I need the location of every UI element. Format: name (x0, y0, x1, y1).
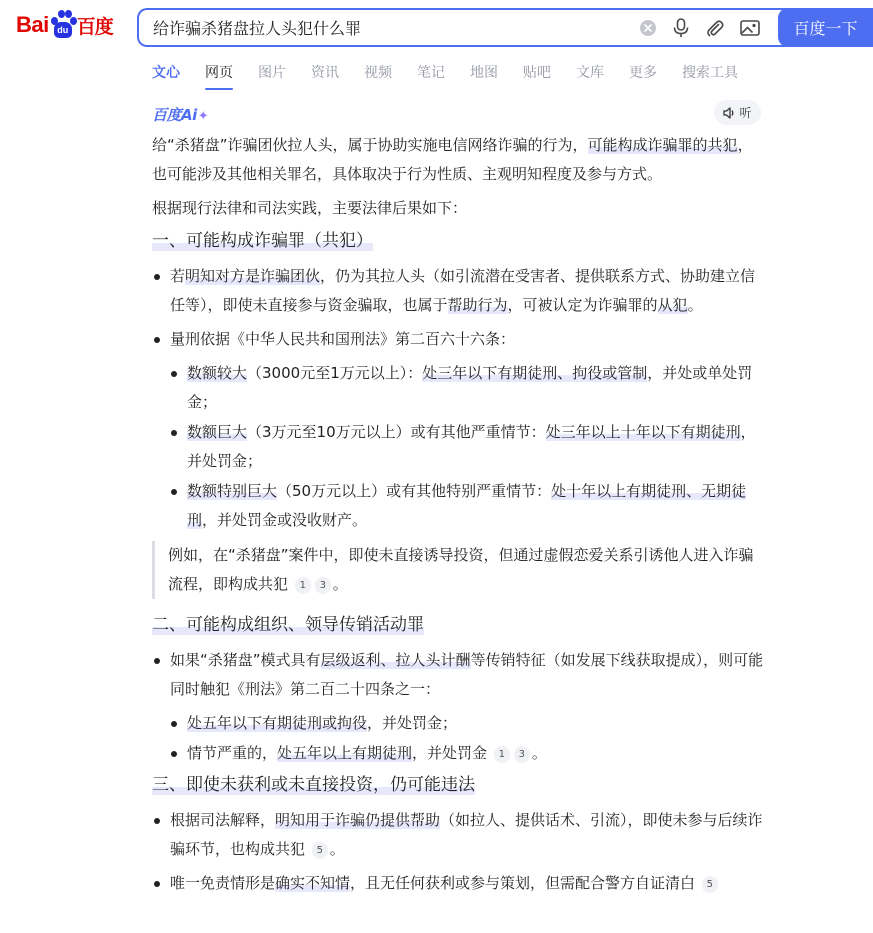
logo-text-en: Bai (16, 12, 49, 37)
intro-paragraph: 给“杀猪盘”诈骗团伙拉人头，属于协助实施电信网络诈骗的行为，可能构成诈骗罪的共犯，也可能涉及其他相关罪名，具体取决于行为性质、主观明知程度及参与方式。 (152, 136, 753, 183)
example-quote: 例如，在“杀猪盘”案件中，即使未直接诱导投资，但通过虚假恋爱关系引诱他人进入诈骗流程，即构成共犯 1 3 。 (152, 541, 766, 599)
tab-video[interactable]: 视频 (364, 65, 392, 81)
tab-images[interactable]: 图片 (258, 65, 286, 81)
tab-web[interactable]: 网页 (205, 62, 233, 90)
baidu-logo[interactable] (16, 8, 120, 42)
baidu-ai-logo (152, 104, 208, 125)
list-item: 量刑依据《中华人民共和国刑法》第二百六十六条： (152, 325, 766, 354)
list-item: 如果“杀猪盘”模式具有层级返利、拉人头计酬等传销特征（如发展下线获取提成），则可能同时触犯《刑法》第二百二十四条之一： (152, 646, 766, 704)
section-heading-3: 三、即使未获利或未直接投资，仍可能违法 (152, 775, 475, 795)
tab-wenxin[interactable]: 文心 (152, 65, 180, 81)
tab-tieba[interactable]: 贴吧 (523, 65, 551, 81)
section-heading-1: 一、可能构成诈骗罪（共犯） (152, 231, 373, 251)
image-search-icon[interactable] (739, 17, 761, 39)
logo-paw-text: du (54, 22, 72, 38)
list-item: 根据司法解释，明知用于诈骗仍提供帮助（如拉人、提供话术、引流），即使未参与后续诈骗环节，也构成共犯 5 。 (152, 806, 766, 864)
ai-logo-text: 百度 (152, 106, 182, 124)
citation-badge[interactable]: 1 (295, 577, 311, 594)
citation-badge[interactable]: 3 (315, 577, 331, 594)
listen-button[interactable] (714, 100, 761, 125)
clear-icon[interactable] (637, 17, 659, 39)
citation-badge[interactable]: 1 (494, 746, 510, 763)
sparkle-icon: ✦ (197, 109, 209, 124)
tab-notes[interactable]: 笔记 (417, 65, 445, 81)
sub-list-item: 数额较大（3000元至1万元以上）：处三年以下有期徒刑、拘役或管制，并处或单处罚金； (152, 359, 766, 417)
listen-label: 听 (739, 106, 752, 120)
microphone-icon[interactable] (670, 17, 692, 39)
citation-badge[interactable]: 5 (312, 842, 328, 859)
intro-paragraph-2: 根据现行法律和司法实践，主要法律后果如下： (152, 199, 468, 217)
sub-list-item: 处五年以下有期徒刑或拘役，并处罚金； (152, 709, 766, 738)
paw-icon (50, 10, 76, 40)
citation-badge[interactable]: 3 (514, 746, 530, 763)
citation-badge[interactable]: 5 (702, 876, 718, 893)
search-button[interactable]: 百度一下 (778, 8, 873, 47)
attachment-icon[interactable] (704, 17, 726, 39)
search-tabs (152, 62, 763, 90)
search-box (137, 8, 787, 47)
list-item: 唯一免责情形是确实不知情，且无任何获利或参与策划，但需配合警方自证清白 5 (152, 869, 766, 898)
search-input[interactable] (153, 10, 623, 45)
ai-answer (152, 131, 766, 903)
sub-list-item: 数额特别巨大（50万元以上）或有其他特别严重情节：处十年以上有期徒刑、无期徒刑，并处罚金或没收财产。 (152, 477, 766, 535)
section-heading-2: 二、可能构成组织、领导传销活动罪 (152, 615, 424, 635)
tab-search-tools[interactable]: 搜索工具 (682, 65, 738, 81)
sub-list-item: 情节严重的，处五年以上有期徒刑，并处罚金 1 3 。 (152, 739, 766, 768)
tab-maps[interactable]: 地图 (470, 65, 498, 81)
tab-more[interactable]: 更多 (629, 65, 657, 81)
logo-text-cn: 百度 (76, 15, 113, 38)
list-item: 若明知对方是诈骗团伙，仍为其拉人头（如引流潜在受害者、提供联系方式、协助建立信任等），即使未直接参与资金骗取，也属于帮助行为，可被认定为诈骗罪的从犯。 (152, 262, 766, 320)
speaker-icon (723, 107, 736, 119)
ai-logo-ai: Ai (181, 106, 197, 124)
sub-list-item: 数额巨大（3万元至10万元以上）或有其他严重情节：处三年以上十年以下有期徒刑，并处罚金； (152, 418, 766, 476)
tab-wenku[interactable]: 文库 (576, 65, 604, 81)
tab-news[interactable]: 资讯 (311, 65, 339, 81)
